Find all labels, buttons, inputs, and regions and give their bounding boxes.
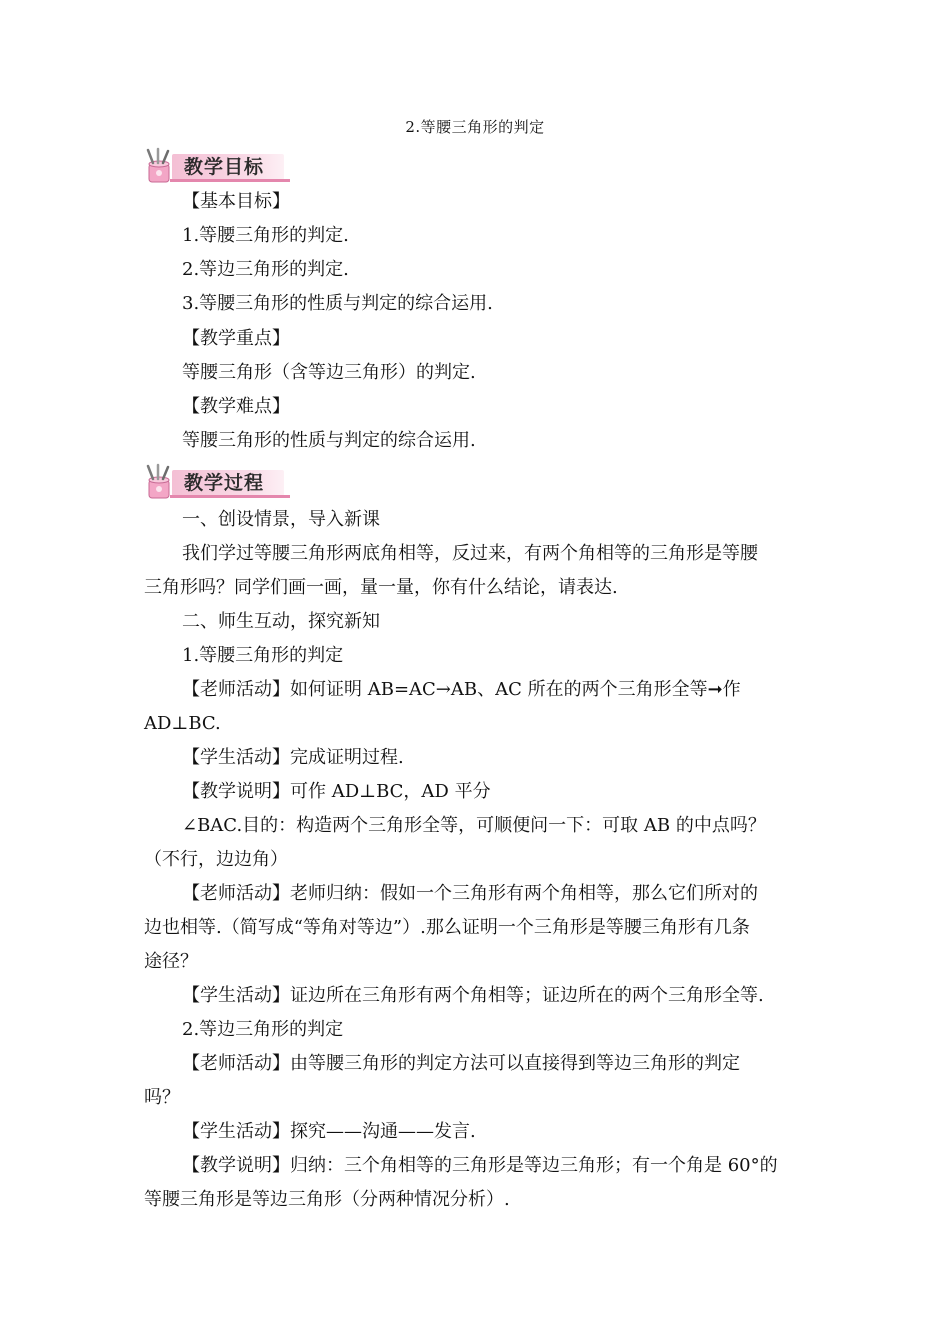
- teacher-activity-1-line2: AD⊥BC.: [144, 713, 221, 734]
- difficult-points-text: 等腰三角形的性质与判定的综合运用.: [182, 430, 476, 451]
- teacher-activity-2-line3: 途径？: [144, 951, 198, 972]
- goal-item-3: 3.等腰三角形的性质与判定的综合运用.: [182, 293, 493, 314]
- subsection2-heading: 2.等边三角形的判定: [182, 1019, 344, 1040]
- teacher-activity-3-line2: 吗？: [144, 1087, 180, 1108]
- teaching-note-1-line3: （不行，边边角）: [144, 849, 288, 870]
- student-activity-3: 【学生活动】探究——沟通——发言.: [182, 1121, 476, 1142]
- part1-paragraph-line2: 三角形吗？同学们画一画，量一量，你有什么结论，请表达.: [144, 577, 618, 598]
- key-points-text: 等腰三角形（含等边三角形）的判定.: [182, 362, 476, 383]
- teacher-activity-2-line1: 【老师活动】老师归纳：假如一个三角形有两个角相等，那么它们所对的: [182, 883, 758, 904]
- section-banner-process: [140, 462, 290, 502]
- section-heading-goals: 教学目标: [184, 156, 265, 178]
- document-title: 2.等腰三角形的判定: [405, 118, 545, 136]
- section-heading-process: 教学过程: [184, 472, 265, 494]
- teaching-note-2-line1: 【教学说明】归纳：三个角相等的三角形是等边三角形；有一个角是 60°的: [182, 1155, 778, 1176]
- goal-item-2: 2.等边三角形的判定.: [182, 259, 349, 280]
- teaching-note-1-line2: ∠BAC.目的：构造两个三角形全等，可顺便问一下：可取 AB 的中点吗？: [182, 815, 766, 836]
- teacher-activity-1-line1: 【老师活动】如何证明 AB=AC→AB、AC 所在的两个三角形全等➞作: [182, 679, 741, 700]
- subsection1-heading: 1.等腰三角形的判定: [182, 645, 344, 666]
- teaching-note-1-line1: 【教学说明】可作 AD⊥BC，AD 平分: [182, 781, 491, 802]
- part1-heading: 一、创设情景，导入新课: [182, 509, 380, 530]
- pencil-cup-icon: [140, 146, 180, 186]
- pencil-cup-icon: [140, 462, 180, 502]
- student-activity-1: 【学生活动】完成证明过程.: [182, 747, 404, 768]
- key-points-label: 【教学重点】: [182, 328, 290, 349]
- goal-item-1: 1.等腰三角形的判定.: [182, 225, 349, 246]
- teacher-activity-3-line1: 【老师活动】由等腰三角形的判定方法可以直接得到等边三角形的判定: [182, 1053, 740, 1074]
- part1-paragraph-line1: 我们学过等腰三角形两底角相等，反过来，有两个角相等的三角形是等腰: [182, 543, 758, 564]
- difficult-points-label: 【教学难点】: [182, 396, 290, 417]
- teaching-note-2-line2: 等腰三角形是等边三角形（分两种情况分析）.: [144, 1189, 510, 1210]
- student-activity-2: 【学生活动】证边所在三角形有两个角相等；证边所在的两个三角形全等.: [182, 985, 764, 1006]
- part2-heading: 二、师生互动，探究新知: [182, 611, 380, 632]
- teacher-activity-2-line2: 边也相等.（简写成“等角对等边”）.那么证明一个三角形是等腰三角形有几条: [144, 917, 750, 938]
- section-banner-goals: [140, 146, 290, 186]
- basic-goals-label: 【基本目标】: [182, 191, 290, 212]
